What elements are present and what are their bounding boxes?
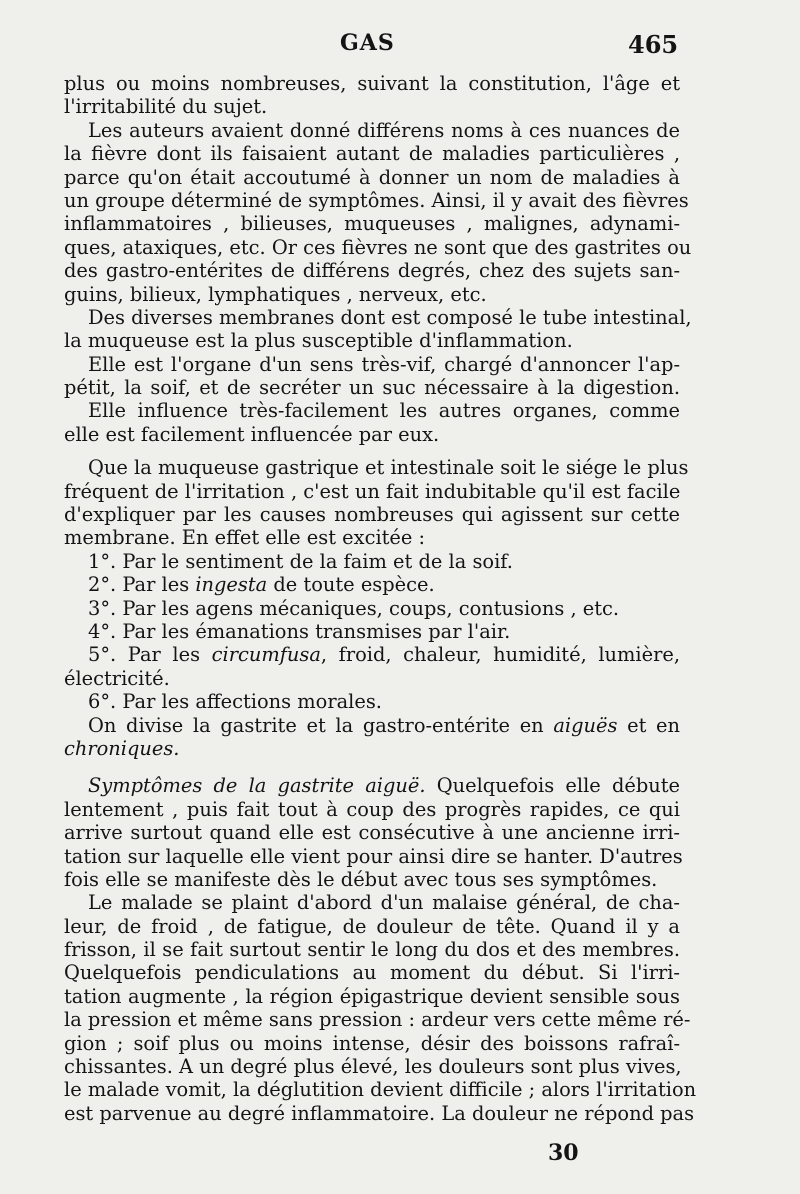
text-line: Le malade se plaint d'abord d'un malaise général, de cha- bbox=[88, 891, 680, 915]
text-line: lentement , puis fait tout à coup des progrès rapides, ce qui bbox=[64, 797, 680, 821]
text-line: 6°. Par les affections morales. bbox=[88, 690, 382, 714]
text-line: d'expliquer par les causes nombreuses qui agissent sur cette bbox=[64, 503, 680, 527]
running-head bbox=[0, 30, 800, 66]
paragraph-gap bbox=[64, 760, 680, 774]
text-line: électricité. bbox=[64, 666, 170, 690]
text-line: 5°. Par les circumfusa, froid, chaleur, humidité, lumière, bbox=[88, 643, 680, 667]
text-line: Elle est l'organe d'un sens très-vif, chargé d'annoncer l'ap- bbox=[88, 352, 680, 376]
text-line: Que la muqueuse gastrique et intestinale soit le siége le plus bbox=[88, 456, 689, 480]
text-line: parce qu'on était accoutumé à donner un nom de maladies à bbox=[64, 165, 680, 189]
text-line: la pression et même sans pression : ardeur vers cette même ré- bbox=[64, 1008, 691, 1032]
text-line: membrane. En effet elle est excitée : bbox=[64, 526, 426, 550]
text-line: fois elle se manifeste dès le début avec tous ses symptômes. bbox=[64, 867, 658, 891]
body-text bbox=[64, 72, 697, 1125]
text-line: ques, ataxiques, etc. Or ces fièvres ne sont que des gastrites ou bbox=[64, 235, 692, 259]
text-line: Des diverses membranes dont est composé le tube intestinal, bbox=[88, 305, 692, 329]
text-line: le malade vomit, la déglutition devient difficile ; alors l'irritation bbox=[64, 1078, 697, 1102]
text-line: guins, bilieux, lymphatiques , nerveux, etc. bbox=[64, 282, 487, 306]
text-line: Symptômes de la gastrite aiguë. Quelquefois elle débute bbox=[88, 774, 681, 798]
text-line: plus ou moins nombreuses, suivant la constitution, l'âge et bbox=[64, 72, 680, 95]
text-line: des gastro-entérites de différens degrés, chez des sujets san- bbox=[64, 259, 680, 283]
text-line: la fièvre dont ils faisaient autant de maladies particulières , bbox=[64, 142, 680, 166]
text-line: leur, de froid , de fatigue, de douleur de tête. Quand il y a bbox=[64, 914, 680, 938]
text-line: 1°. Par le sentiment de la faim et de la soif. bbox=[88, 549, 513, 573]
text-line: pétit, la soif, et de secréter un suc nécessaire à la digestion. bbox=[64, 376, 680, 400]
text-line: elle est facilement influencée par eux. bbox=[64, 422, 440, 446]
text-line: l'irritabilité du sujet. bbox=[64, 95, 268, 119]
paragraph-gap bbox=[64, 446, 680, 456]
text-line: Les auteurs avaient donné différens noms à ces nuances de bbox=[88, 118, 680, 142]
text-line: un groupe déterminé de symptômes. Ainsi, il y avait des fièvres bbox=[64, 188, 689, 212]
text-line: arrive surtout quand elle est consécutive à une ancienne irri- bbox=[64, 821, 680, 845]
text-line: fréquent de l'irritation , c'est un fait indubitable qu'il est facile bbox=[64, 479, 681, 503]
text-line: tation sur laquelle elle vient pour ainsi dire se hanter. D'autres bbox=[64, 844, 683, 868]
text-line: On divise la gastrite et la gastro-entérite en aiguës et en bbox=[88, 713, 680, 737]
text-line: 2°. Par les ingesta de toute espèce. bbox=[88, 573, 435, 597]
text-line: frisson, il se fait surtout sentir le long du dos et des membres. bbox=[64, 938, 680, 962]
running-head-title: GAS bbox=[340, 30, 395, 56]
text-line: inflammatoires , bilieuses, muqueuses , malignes, adynami- bbox=[64, 212, 680, 236]
text-line: est parvenue au degré inflammatoire. La douleur ne répond pas bbox=[64, 1101, 695, 1125]
text-line: 4°. Par les émanations transmises par l'air. bbox=[88, 619, 511, 643]
text-line: tation augmente , la région épigastrique devient sensible sous bbox=[64, 984, 680, 1008]
text-line: la muqueuse est la plus susceptible d'inflammation. bbox=[64, 329, 573, 353]
text-line: gion ; soif plus ou moins intense, désir des boissons rafraî- bbox=[64, 1031, 680, 1055]
text-line: Elle influence très-facilement les autres organes, comme bbox=[88, 399, 680, 423]
page-number: 465 bbox=[628, 30, 679, 59]
text-line: chroniques. bbox=[64, 736, 180, 760]
text-line: 3°. Par les agens mécaniques, coups, contusions , etc. bbox=[88, 596, 620, 620]
text-line: Quelquefois pendiculations au moment du début. Si l'irri- bbox=[64, 961, 680, 985]
signature-mark: 30 bbox=[548, 1140, 579, 1166]
text-line: chissantes. A un degré plus élevé, les douleurs sont plus vives, bbox=[64, 1055, 682, 1079]
